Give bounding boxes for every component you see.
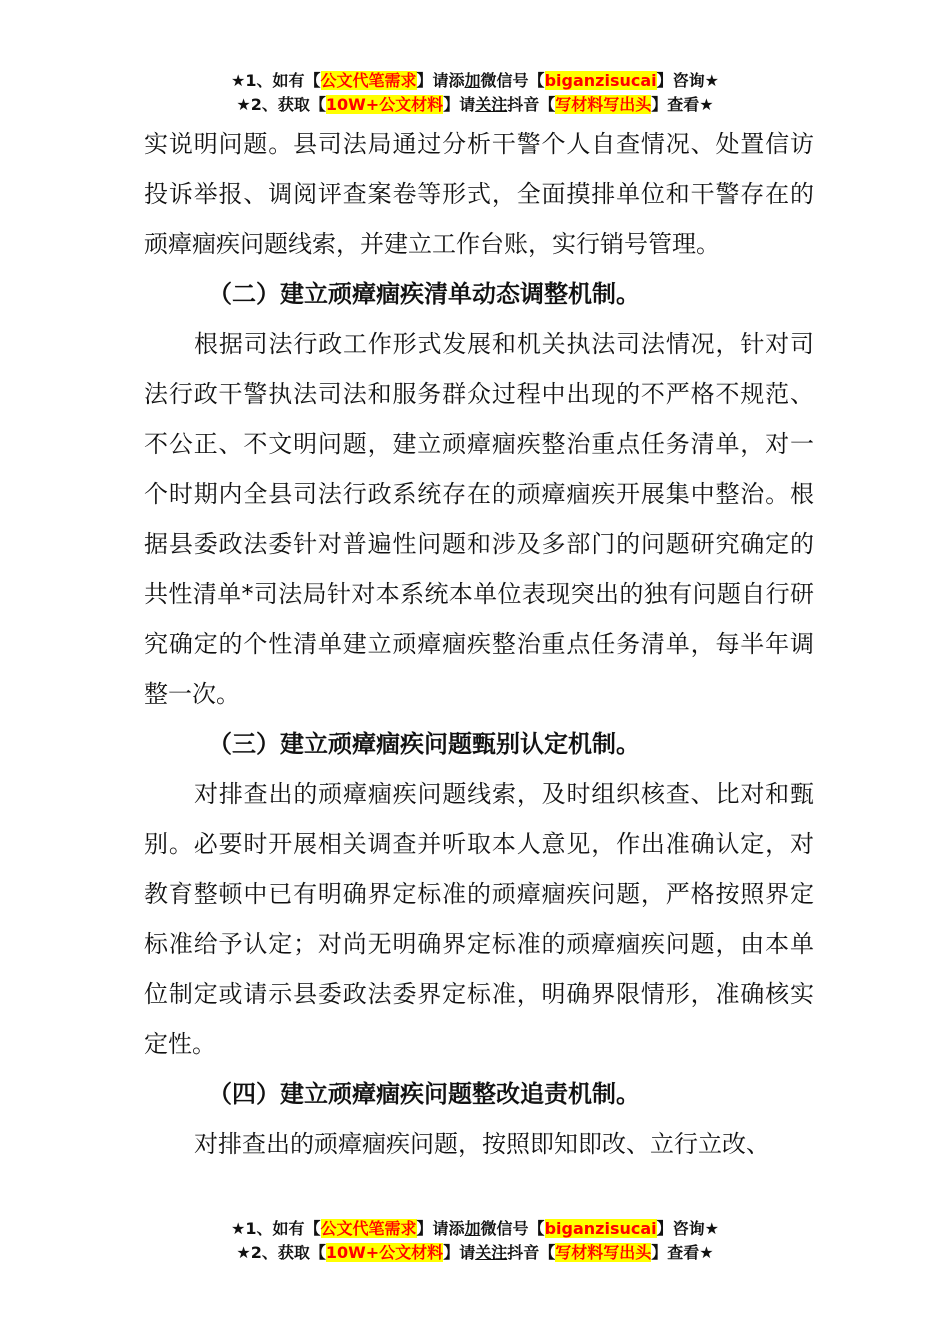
section-heading-4: （四）建立顽瘴痼疾问题整改追责机制。 [208, 1080, 640, 1108]
document-body [144, 119, 814, 1169]
section-heading-3: （三）建立顽瘴痼疾问题甄别认定机制。 [208, 730, 640, 758]
highlight-douyin-account: 写材料写出头 [555, 95, 652, 114]
paragraph-2: 根据司法行政工作形式发展和机关执法司法情况，针对司法行政干警执法司法和服务群众过程中出现的不严格不规范、不公正、不文明问题，建立顽瘴痼疾整治重点任务清单，对一个时期内全县司法行政系统存在的顽瘴痼疾开展集中整治。根据县委政法委针对普遍性问题和涉及多部门的问题研究确定的共性清单*司法局针对本系统本单位表现突出的独有问题自行研究确定的个性清单建立顽瘴痼疾整治重点任务清单，每半年调整一次。 [144, 330, 814, 708]
header-ad-line-2: ★2、获取【10W+公文材料】请关注抖音【写材料写出头】查看★ [236, 95, 714, 114]
header-ad-line-1: ★1、如有【公文代笔需求】请添加微信号【biganzisucai】咨询★ [231, 71, 719, 90]
section-heading-2: （二）建立顽瘴痼疾清单动态调整机制。 [208, 280, 640, 308]
highlight-douyin-account: 写材料写出头 [555, 1243, 652, 1262]
footer-ad-line-2: ★2、获取【10W+公文材料】请关注抖音【写材料写出头】查看★ [236, 1243, 714, 1262]
footer-ad-line-1: ★1、如有【公文代笔需求】请添加微信号【biganzisucai】咨询★ [231, 1219, 719, 1238]
paragraph-3: 对排查出的顽瘴痼疾问题线索，及时组织核查、比对和甄别。必要时开展相关调查并听取本人意见，作出准确认定，对教育整顿中已有明确界定标准的顽瘴痼疾问题，严格按照界定标准给予认定；对尚无明确界定标准的顽瘴痼疾问题，由本单位制定或请示县委政法委界定标准，明确界限情形，准确核实定性。 [144, 780, 814, 1058]
highlight-service: 公文代笔需求 [320, 1219, 417, 1238]
paragraph-4: 对排查出的顽瘴痼疾问题，按照即知即改、立行立改、 [194, 1130, 770, 1158]
paragraph-1: 实说明问题。县司法局通过分析干警个人自查情况、处置信访投诉举报、调阅评查案卷等形式，全面摸排单位和干警存在的顽瘴痼疾问题线索，并建立工作台账，实行销号管理。 [144, 130, 814, 258]
highlight-service: 公文代笔需求 [320, 71, 417, 90]
highlight-materials: 10W+公文材料 [325, 1243, 444, 1262]
highlight-wechat-id: biganzisucai [544, 1219, 657, 1238]
highlight-wechat-id: biganzisucai [544, 71, 657, 90]
highlight-materials: 10W+公文材料 [325, 95, 444, 114]
